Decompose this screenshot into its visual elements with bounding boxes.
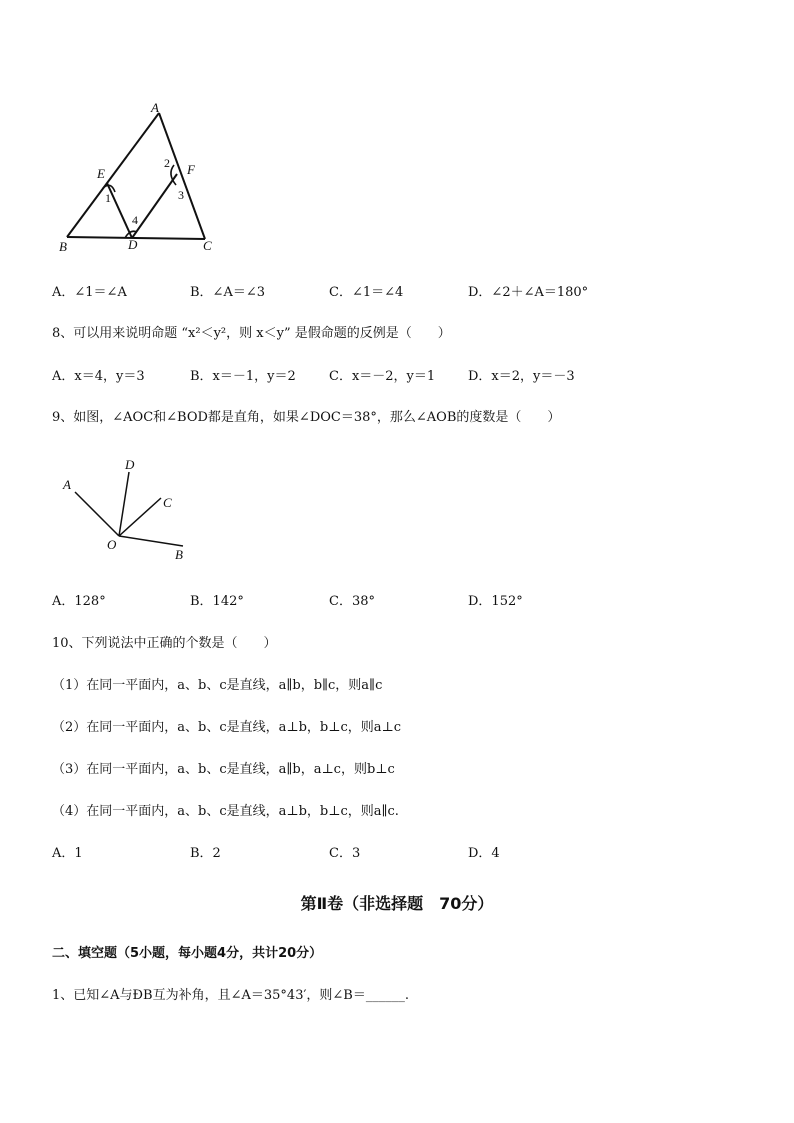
q8-option-d[interactable]: D．x＝2，y＝－3	[468, 369, 575, 384]
label-3: 3	[178, 188, 184, 202]
q8-option-a[interactable]: A．x＝4，y＝3	[52, 369, 145, 384]
q9-option-c[interactable]: C．38°	[329, 594, 375, 609]
q7-option-d[interactable]: D．∠2＋∠A＝180°	[468, 285, 589, 300]
segment-df	[132, 174, 177, 238]
q9-option-d[interactable]: D．152°	[468, 594, 523, 609]
q10-statement-3: （3）在同一平面内，a、b、c是直线，a∥b，a⊥c，则b⊥c	[52, 762, 395, 777]
label-e: E	[97, 166, 105, 181]
q10-option-b[interactable]: B．2	[190, 846, 221, 861]
label-f: F	[187, 162, 195, 177]
q10-statement-4: （4）在同一平面内，a、b、c是直线，a⊥b，b⊥c，则a∥c.	[52, 804, 399, 819]
q10-option-d[interactable]: D．4	[468, 846, 500, 861]
label-2: 2	[164, 156, 170, 170]
label-c: C	[203, 238, 212, 253]
q10-statement-1: （1）在同一平面内，a、b、c是直线，a∥b，b∥c，则a∥c	[52, 678, 383, 693]
label-d: D	[125, 457, 135, 472]
q8-option-b[interactable]: B．x＝－1，y＝2	[190, 369, 296, 384]
ray-oc	[119, 498, 161, 536]
fill-in-q1: 1、已知∠A与ÐB互为补角，且∠A＝35°43′，则∠B＝______.	[52, 988, 409, 1003]
label-4: 4	[132, 213, 138, 227]
label-c: C	[163, 495, 172, 510]
q7-option-a[interactable]: A．∠1＝∠A	[52, 285, 127, 300]
ray-oa	[75, 492, 119, 536]
label-o: O	[107, 537, 117, 552]
q10-statement-2: （2）在同一平面内，a、b、c是直线，a⊥b，b⊥c，则a⊥c	[52, 720, 402, 735]
q10-option-c[interactable]: C．3	[329, 846, 361, 861]
q9-angle-figure	[55, 455, 195, 565]
q7-option-b[interactable]: B．∠A＝∠3	[190, 285, 265, 300]
label-d: D	[128, 237, 138, 252]
q7-triangle-figure	[55, 98, 225, 258]
q10-option-a[interactable]: A．1	[52, 846, 83, 861]
q7-option-c[interactable]: C．∠1＝∠4	[329, 285, 404, 300]
q9-option-b[interactable]: B．142°	[190, 594, 244, 609]
label-1: 1	[105, 191, 111, 205]
q8-stem: 8、可以用来说明命题 “x²＜y²，则 x＜y” 是假命题的反例是（ ）	[52, 326, 451, 341]
fill-in-section-heading: 二、填空题（5小题，每小题4分，共计20分）	[52, 946, 323, 961]
q9-option-a[interactable]: A．128°	[52, 594, 106, 609]
ray-od	[119, 472, 129, 536]
q9-stem: 9、如图，∠AOC和∠BOD都是直角，如果∠DOC＝38°，那么∠AOB的度数是（ ）	[52, 410, 561, 425]
side-ac	[159, 113, 205, 239]
label-a: A	[63, 477, 71, 492]
ray-ob	[119, 536, 183, 546]
label-a: A	[151, 100, 159, 115]
label-b: B	[59, 239, 67, 254]
q10-stem: 10、下列说法中正确的个数是（ ）	[52, 636, 277, 651]
q8-option-c[interactable]: C．x＝－2，y＝1	[329, 369, 436, 384]
part-2-title: 第Ⅱ卷（非选择题 70分）	[300, 894, 494, 913]
label-b: B	[175, 547, 183, 562]
